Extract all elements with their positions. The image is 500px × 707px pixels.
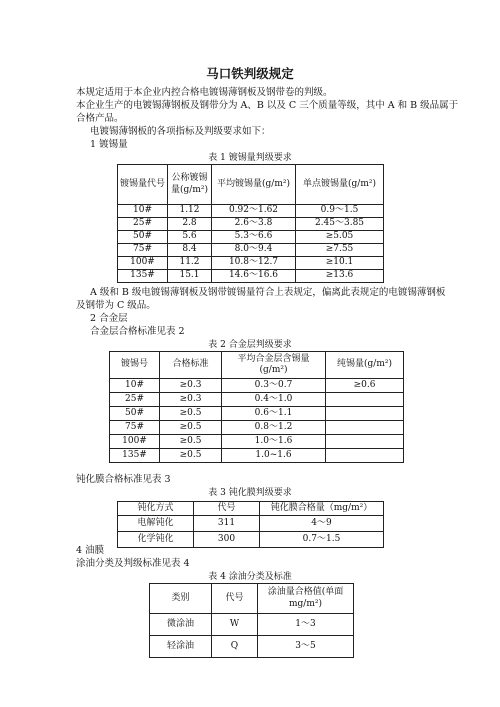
table-row bbox=[110, 435, 404, 449]
table-2-alloy-layer bbox=[109, 351, 404, 463]
table-row bbox=[150, 636, 354, 658]
table-4-header-row bbox=[150, 584, 354, 614]
table-row bbox=[118, 270, 384, 283]
table-1-header-row bbox=[118, 165, 384, 205]
table-cell: 3～5 bbox=[258, 636, 354, 658]
table-cell: ≥0.5 bbox=[160, 449, 222, 463]
table-3-header-amount: 钝化膜合格量（mg/m²） bbox=[260, 502, 384, 516]
table-cell bbox=[326, 421, 404, 435]
table-row bbox=[118, 244, 384, 257]
table-cell: 轻涂油 bbox=[150, 636, 212, 658]
table-cell: 4～9 bbox=[260, 516, 384, 532]
table-cell: 25# bbox=[110, 393, 160, 407]
table-cell: 311 bbox=[194, 516, 260, 532]
table-cell bbox=[326, 393, 404, 407]
table-row bbox=[150, 614, 354, 636]
section-2-heading: 2 合金层 bbox=[90, 313, 128, 324]
table-2-header-average-alloy: 平均合金层含锡量(g/m²) bbox=[222, 352, 326, 379]
table-cell: ≥10.1 bbox=[296, 257, 384, 270]
section-1-note-1: A 级和 B 级电镀锡薄钢板及钢带镀锡量符合上表规定，偏离此表规定的电镀锡薄钢板 bbox=[90, 287, 446, 298]
table-cell: 300 bbox=[194, 532, 260, 548]
table-cell: 0.7～1.5 bbox=[260, 532, 384, 548]
table-cell bbox=[326, 449, 404, 463]
table-2-caption: 表 2 合金层判级要求 bbox=[208, 340, 292, 350]
table-cell: 8.4 bbox=[168, 244, 212, 257]
table-cell: 电解钝化 bbox=[118, 516, 194, 532]
table-1-header-average: 平均镀锡量(g/m²) bbox=[212, 165, 296, 205]
document-title: 马口铁判级规定 bbox=[206, 66, 294, 81]
section-2-intro: 合金层合格标准见表 2 bbox=[90, 326, 185, 337]
table-cell: ≥0.5 bbox=[160, 421, 222, 435]
table-cell: 135# bbox=[118, 270, 168, 283]
table-cell: 8.0～9.4 bbox=[212, 244, 296, 257]
table-cell: ≥0.5 bbox=[160, 407, 222, 421]
table-cell: 1.0~1.6 bbox=[222, 449, 326, 463]
table-cell: 1.12 bbox=[168, 205, 212, 218]
table-cell: 2.8 bbox=[168, 218, 212, 231]
table-cell: 135# bbox=[110, 449, 160, 463]
table-cell bbox=[326, 407, 404, 421]
table-cell: 14.6～16.6 bbox=[212, 270, 296, 283]
table-3-caption: 表 3 钝化膜判级要求 bbox=[208, 488, 292, 498]
table-row bbox=[118, 231, 384, 244]
table-cell: 化学钝化 bbox=[118, 532, 194, 548]
table-cell: ≥0.3 bbox=[160, 393, 222, 407]
table-cell: 0.3～0.7 bbox=[222, 379, 326, 393]
intro-line-1: 本规定适用于本企业内控合格电镀锡薄钢板及钢带卷的判级。 bbox=[76, 87, 333, 98]
table-cell: 50# bbox=[118, 231, 168, 244]
table-1-header-nominal: 公称镀锡量(g/m²) bbox=[168, 165, 212, 205]
table-2-header-pure-tin: 纯锡量(g/m²) bbox=[326, 352, 404, 379]
table-3-header-method: 钝化方式 bbox=[118, 502, 194, 516]
table-2-header-standard: 合格标准 bbox=[160, 352, 222, 379]
table-cell: 100# bbox=[118, 257, 168, 270]
intro-line-2: 本企业生产的电镀锡薄钢板及钢带分为 A、B 以及 C 三个质量等级，其中 A 和 B 级品属于 bbox=[76, 100, 459, 111]
table-cell: 100# bbox=[110, 435, 160, 449]
table-4-caption: 表 4 涂油分类及标准 bbox=[208, 572, 292, 582]
table-cell: 75# bbox=[110, 421, 160, 435]
table-cell: ≥5.05 bbox=[296, 231, 384, 244]
section-4-heading: 4 油膜 bbox=[76, 545, 105, 556]
table-cell: 0.4～1.0 bbox=[222, 393, 326, 407]
section-1-heading: 1 镀锡量 bbox=[90, 139, 128, 150]
table-1-caption: 表 1 镀锡量判级要求 bbox=[208, 153, 292, 163]
table-row bbox=[118, 257, 384, 270]
table-cell: 0.92～1.62 bbox=[212, 205, 296, 218]
section-3-intro: 钝化膜合格标准见表 3 bbox=[76, 474, 171, 485]
table-cell: 0.6～1.1 bbox=[222, 407, 326, 421]
table-cell: 2.45～3.85 bbox=[296, 218, 384, 231]
table-cell: 10.8～12.7 bbox=[212, 257, 296, 270]
intro-line-3: 合格产品。 bbox=[76, 113, 124, 124]
table-row bbox=[110, 421, 404, 435]
table-1-tin-coating bbox=[117, 164, 384, 283]
table-row bbox=[110, 407, 404, 421]
table-cell: 5.6 bbox=[168, 231, 212, 244]
table-4-header-category: 类别 bbox=[150, 584, 212, 614]
table-cell: ≥13.6 bbox=[296, 270, 384, 283]
table-1-header-code: 镀锡量代号 bbox=[118, 165, 168, 205]
table-cell: 微涂油 bbox=[150, 614, 212, 636]
table-cell: 15.1 bbox=[168, 270, 212, 283]
table-cell: ≥7.55 bbox=[296, 244, 384, 257]
table-cell: ≥0.3 bbox=[160, 379, 222, 393]
table-4-header-code: 代号 bbox=[212, 584, 258, 614]
table-cell: ≥0.6 bbox=[326, 379, 404, 393]
table-cell: 10# bbox=[118, 205, 168, 218]
table-row bbox=[110, 393, 404, 407]
intro-line-4: 电镀锡薄钢板的各项指标及判级要求如下： bbox=[90, 126, 271, 137]
table-cell: 0.8～1.2 bbox=[222, 421, 326, 435]
table-cell: 2.6～3.8 bbox=[212, 218, 296, 231]
table-cell: 1.0～1.6 bbox=[222, 435, 326, 449]
table-4-oil-film bbox=[149, 583, 354, 658]
table-cell: Q bbox=[212, 636, 258, 658]
section-4-intro: 涂油分类及判级标准见表 4 bbox=[76, 558, 190, 569]
table-cell: 1～3 bbox=[258, 614, 354, 636]
table-cell: 5.3～6.6 bbox=[212, 231, 296, 244]
table-row bbox=[110, 379, 404, 393]
table-2-header-row bbox=[110, 352, 404, 379]
table-3-passivation bbox=[117, 501, 384, 548]
table-row bbox=[110, 449, 404, 463]
table-cell bbox=[326, 435, 404, 449]
table-row bbox=[118, 218, 384, 231]
table-3-header-code: 代号 bbox=[194, 502, 260, 516]
table-cell: 50# bbox=[110, 407, 160, 421]
table-row bbox=[118, 516, 384, 532]
table-cell: 75# bbox=[118, 244, 168, 257]
table-cell: 25# bbox=[118, 218, 168, 231]
table-cell: 0.9～1.5 bbox=[296, 205, 384, 218]
table-cell: 10# bbox=[110, 379, 160, 393]
table-1-header-single: 单点镀锡量(g/m²) bbox=[296, 165, 384, 205]
table-cell: 11.2 bbox=[168, 257, 212, 270]
table-cell: ≥0.5 bbox=[160, 435, 222, 449]
section-1-note-2: 及钢带为 C 级品。 bbox=[76, 300, 156, 311]
table-2-header-code: 镀锡号 bbox=[110, 352, 160, 379]
table-row bbox=[118, 205, 384, 218]
table-4-header-amount: 涂油量合格值(单面 mg/m²) bbox=[258, 584, 354, 614]
table-row bbox=[118, 532, 384, 548]
table-3-header-row bbox=[118, 502, 384, 516]
table-cell: W bbox=[212, 614, 258, 636]
